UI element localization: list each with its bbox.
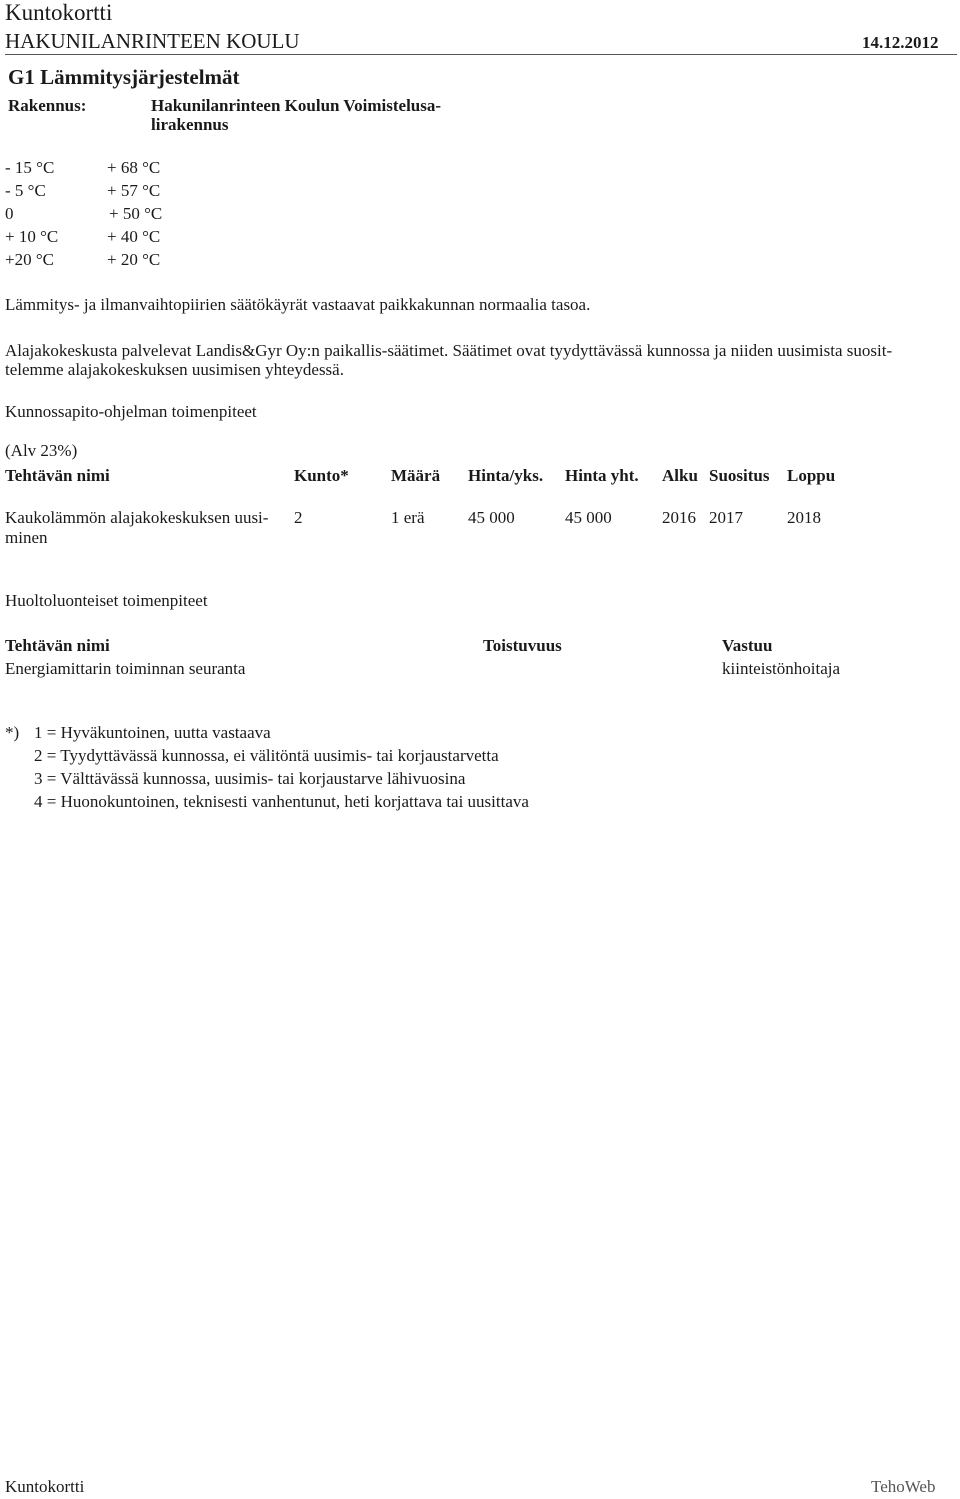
footnote-marker: *)	[5, 723, 20, 742]
description-line2: telemme alajakokeskuksen uusimisen yhteydessä.	[5, 360, 344, 379]
doc-type: Kuntokortti	[5, 0, 113, 25]
col-header-start: Alku	[662, 466, 698, 485]
col-header-name: Tehtävän nimi	[5, 466, 110, 485]
row-name-line1: Kaukolämmön alajakokeskuksen uusi-	[5, 508, 269, 527]
curve-supply: + 20 °C	[107, 250, 161, 269]
legend-item: 2 = Tyydyttävässä kunnossa, ei välitöntä uusimis- tai korjaustarvetta	[34, 746, 499, 765]
service-header-responsible: Vastuu	[722, 636, 773, 655]
curve-outdoor: + 10 °C	[5, 227, 59, 246]
report-date: 14.12.2012	[862, 33, 939, 52]
building-name-line1: Hakunilanrinteen Koulun Voimistelusa-	[151, 96, 442, 115]
col-header-unit-price: Hinta/yks.	[468, 466, 544, 485]
curve-outdoor: +20 °C	[5, 250, 54, 269]
building-name-line2: lirakennus	[151, 115, 229, 134]
row-end: 2018	[787, 508, 821, 527]
curve-supply: + 57 °C	[107, 181, 161, 200]
legend-item: 1 = Hyväkuntoinen, uutta vastaava	[34, 723, 271, 742]
curve-outdoor: - 15 °C	[5, 158, 55, 177]
row-recommend: 2017	[709, 508, 743, 527]
col-header-end: Loppu	[787, 466, 836, 485]
curve-supply: + 40 °C	[107, 227, 161, 246]
legend-item: 4 = Huonokuntoinen, teknisesti vanhentunut, heti korjattava tai uusittava	[34, 792, 529, 811]
col-header-recommend: Suositus	[709, 466, 770, 485]
row-amount: 1 erä	[391, 508, 425, 527]
row-unit-price: 45 000	[468, 508, 515, 527]
legend-item: 3 = Välttävässä kunnossa, uusimis- tai korjaustarve lähivuosina	[34, 769, 466, 788]
curve-supply: + 50 °C	[109, 204, 163, 223]
section-title: G1 Lämmitysjärjestelmät	[8, 65, 240, 89]
service-row-responsible: kiinteistönhoitaja	[722, 659, 841, 678]
curve-outdoor: - 5 °C	[5, 181, 46, 200]
maintenance-title: Kunnossapito-ohjelman toimenpiteet	[5, 402, 257, 421]
school-name: HAKUNILANRINTEEN KOULU	[5, 29, 300, 53]
row-start: 2016	[662, 508, 696, 527]
service-title: Huoltoluonteiset toimenpiteet	[5, 591, 208, 610]
curve-outdoor: 0	[5, 204, 14, 223]
row-condition: 2	[294, 508, 303, 527]
vat-note: (Alv 23%)	[5, 441, 78, 460]
curve-supply: + 68 °C	[107, 158, 161, 177]
service-header-frequency: Toistuvuus	[483, 636, 562, 655]
row-total: 45 000	[565, 508, 612, 527]
row-name-line2: minen	[5, 528, 48, 547]
footer-left: Kuntokortti	[5, 1477, 85, 1496]
curve-note: Lämmitys- ja ilmanvaihtopiirien säätökäyrät vastaavat paikkakunnan normaalia tasoa.	[5, 295, 591, 314]
service-header-name: Tehtävän nimi	[5, 636, 110, 655]
description-line1: Alajakokeskusta palvelevat Landis&Gyr Oy:n paikallis-säätimet. Säätimet ovat tyydyttävässä kunnossa ja niiden uusimista suosit-	[5, 341, 893, 360]
col-header-condition: Kunto*	[294, 466, 349, 485]
footer-brand: TehoWeb	[871, 1477, 936, 1496]
col-header-total: Hinta yht.	[565, 466, 639, 485]
building-label: Rakennus:	[8, 96, 87, 115]
header-divider	[5, 54, 957, 55]
col-header-amount: Määrä	[391, 466, 441, 485]
service-row-name: Energiamittarin toiminnan seuranta	[5, 659, 246, 678]
